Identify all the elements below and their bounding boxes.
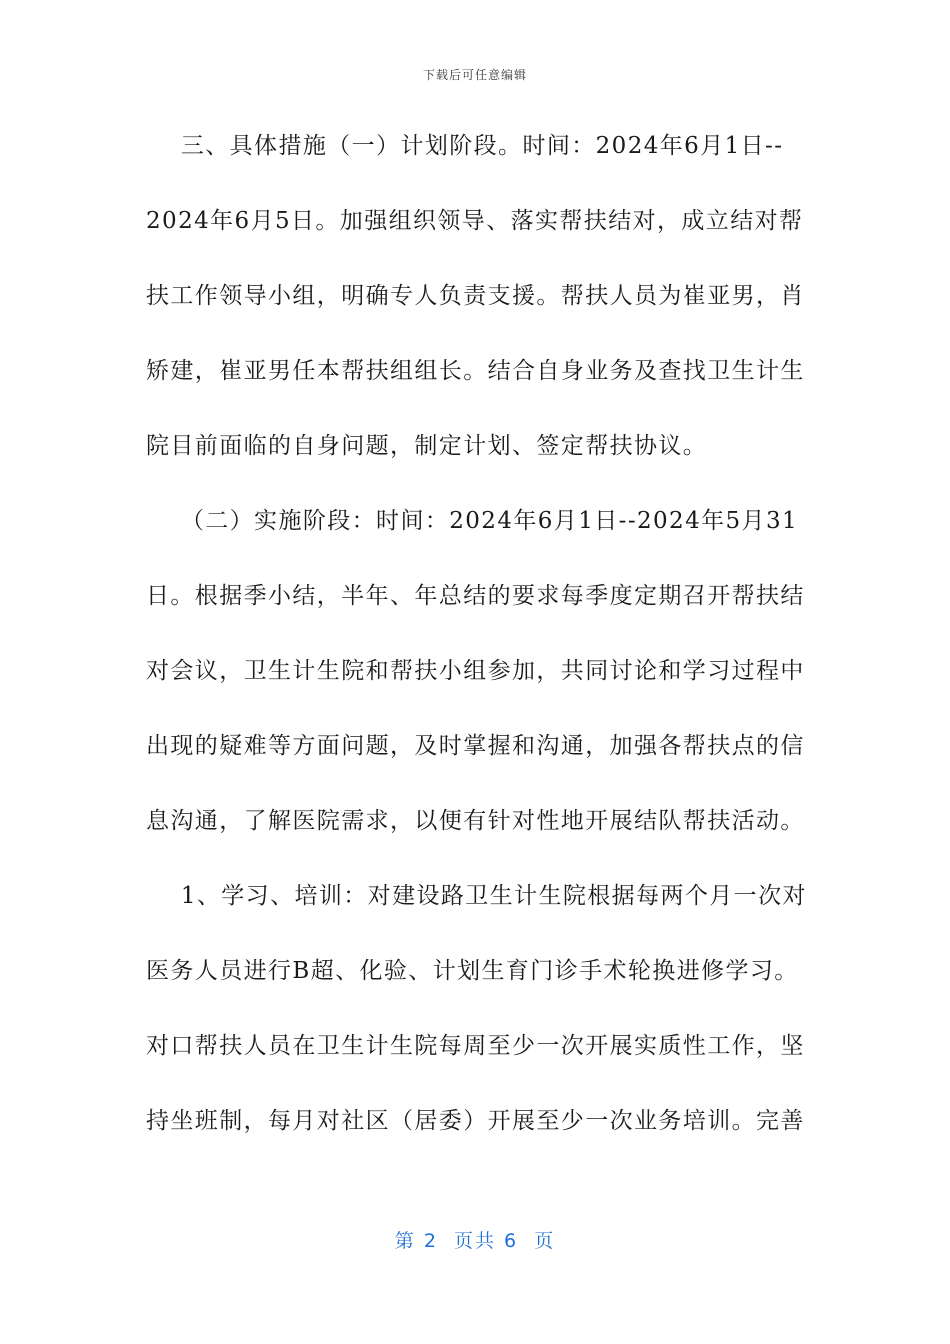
body-line: （二）实施阶段：时间：2024年6月1日--2024年5月31 xyxy=(146,508,799,534)
body-line: 对会议，卫生计生院和帮扶小组参加，共同讨论和学习过程中 xyxy=(146,658,805,684)
body-line: 出现的疑难等方面问题，及时掌握和沟通，加强各帮扶点的信 xyxy=(146,733,805,759)
body-line: 持坐班制，每月对社区（居委）开展至少一次业务培训。完善 xyxy=(146,1108,805,1134)
body-line: 医务人员进行B超、化验、计划生育门诊手术轮换进修学习。 xyxy=(146,958,799,984)
body-line: 三、具体措施（一）计划阶段。时间：2024年6月1日-- xyxy=(146,133,784,159)
body-line: 扶工作领导小组，明确专人负责支援。帮扶人员为崔亚男，肖 xyxy=(146,283,805,309)
body-line: 1、学习、培训：对建设路卫生计生院根据每两个月一次对 xyxy=(146,883,807,909)
body-line: 息沟通，了解医院需求，以便有针对性地开展结队帮扶活动。 xyxy=(146,808,805,834)
body-line: 矫建，崔亚男任本帮扶组组长。结合自身业务及查找卫生计生 xyxy=(146,358,805,384)
page-header: 下载后可任意编辑 xyxy=(422,68,527,82)
body-line: 日。根据季小结，半年、年总结的要求每季度定期召开帮扶结 xyxy=(146,583,805,609)
body-line: 对口帮扶人员在卫生计生院每周至少一次开展实质性工作，坚 xyxy=(146,1033,805,1059)
body-line: 2024年6月5日。加强组织领导、落实帮扶结对，成立结对帮 xyxy=(146,208,804,234)
page-number-footer: 第 2 页共 6 页 xyxy=(394,1230,556,1252)
body-line: 院目前面临的自身问题，制定计划、签定帮扶协议。 xyxy=(146,433,708,459)
